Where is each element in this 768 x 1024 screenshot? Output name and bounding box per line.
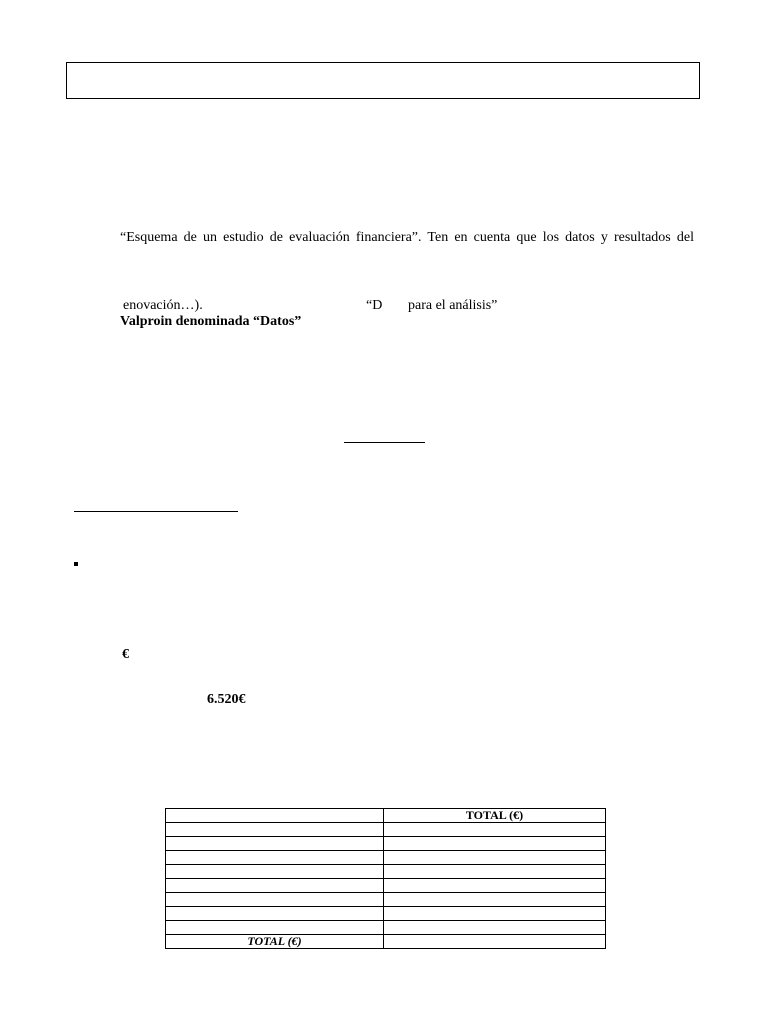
table-footer-value — [384, 935, 606, 949]
header-box — [66, 62, 700, 99]
table-row — [166, 907, 606, 921]
table-footer-label: TOTAL (€) — [166, 935, 384, 949]
subsection-underline — [74, 511, 238, 512]
paragraph-bold-line: Valproin denominada “Datos” — [120, 314, 302, 329]
table-cell — [166, 837, 384, 851]
table-header-cell-empty — [166, 809, 384, 823]
table-row — [166, 879, 606, 893]
table-cell — [166, 893, 384, 907]
table-row — [166, 921, 606, 935]
table-cell — [384, 893, 606, 907]
table-row — [166, 837, 606, 851]
euro-symbol: € — [122, 647, 129, 662]
table-cell — [166, 907, 384, 921]
table-cell — [384, 879, 606, 893]
table-footer-row — [166, 935, 606, 949]
table-header-total: TOTAL (€) — [384, 809, 606, 823]
list-bullet — [74, 562, 78, 566]
paragraph-fragment-b: “D — [366, 298, 383, 313]
table-row — [166, 851, 606, 865]
paragraph-fragment-c: para el análisis” — [408, 298, 498, 313]
table-cell — [384, 837, 606, 851]
table-cell — [166, 921, 384, 935]
section-underline — [344, 442, 425, 443]
paragraph-line-1: “Esquema de un estudio de evaluación financiera”. Ten en cuenta que los datos y resultados del — [120, 230, 694, 245]
table-cell — [384, 907, 606, 921]
amount-value: 6.520€ — [207, 692, 246, 707]
table-row — [166, 823, 606, 837]
table-cell — [384, 921, 606, 935]
table-cell — [384, 823, 606, 837]
table-row — [166, 893, 606, 907]
table-header-row — [166, 809, 606, 823]
table-row — [166, 865, 606, 879]
paragraph-fragment-a: enovación…). — [123, 298, 203, 313]
table-cell — [166, 879, 384, 893]
table-cell — [384, 851, 606, 865]
table-cell — [166, 823, 384, 837]
totals-table — [165, 808, 606, 949]
table-cell — [166, 865, 384, 879]
table-cell — [384, 865, 606, 879]
table-cell — [166, 851, 384, 865]
